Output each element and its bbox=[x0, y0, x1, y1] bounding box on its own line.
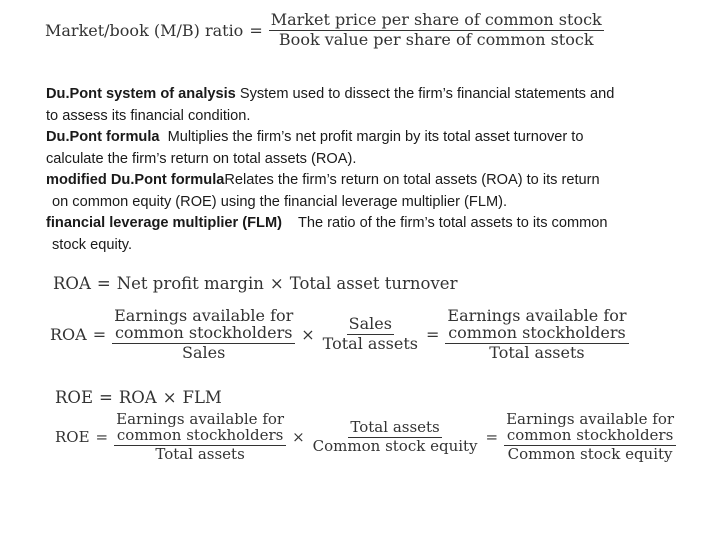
fraction-numerator: Market price per share of common stock bbox=[270, 10, 602, 29]
fraction bbox=[114, 412, 286, 462]
formula-lhs: ROA bbox=[53, 274, 91, 293]
fraction-numerator bbox=[114, 412, 286, 446]
numerator-line: Earnings available for bbox=[116, 410, 285, 428]
fraction-denominator: Book value per share of common stock bbox=[278, 29, 594, 49]
equals-sign: = bbox=[96, 274, 111, 293]
definition-term: financial leverage multiplier (FLM) bbox=[46, 215, 282, 231]
definition-text: Multiplies the firm’s net profit margin by its total asset turnover to bbox=[167, 129, 584, 145]
roe-expanded-formula bbox=[55, 412, 676, 462]
definition-term: modified Du.Pont formula bbox=[46, 172, 225, 188]
definition-text-cont: calculate the firm’s return on total assets (ROA). bbox=[46, 150, 357, 167]
definition-text: System used to dissect the firm’s financial statements and bbox=[239, 86, 615, 102]
roa-expanded-formula bbox=[50, 308, 629, 361]
numerator-line: common stockholders bbox=[506, 425, 674, 444]
fraction-denominator: Total assets bbox=[489, 342, 585, 362]
times-sign: × bbox=[292, 428, 305, 447]
fraction bbox=[321, 316, 420, 353]
equals-sign: = bbox=[99, 388, 113, 407]
definition-text: Relates the firm’s return on total assets (ROA) to its return bbox=[224, 172, 600, 188]
fraction-numerator: Sales bbox=[348, 314, 392, 334]
numerator-line: Earnings available for bbox=[506, 410, 675, 428]
fraction bbox=[269, 12, 604, 49]
times-sign: × bbox=[162, 388, 177, 407]
formula-term: Net profit margin bbox=[116, 274, 264, 293]
fraction bbox=[504, 412, 676, 462]
formula-lhs: ROE bbox=[55, 388, 93, 407]
definition-flm bbox=[46, 213, 696, 256]
numerator-line: common stockholders bbox=[116, 425, 284, 444]
formula-term: ROA bbox=[118, 388, 157, 407]
formula-lhs: ROA bbox=[50, 325, 87, 345]
numerator-line: common stockholders bbox=[114, 322, 293, 342]
formula-lhs: ROE bbox=[55, 428, 90, 447]
formula-term: Total asset turnover bbox=[289, 274, 458, 293]
numerator-line: common stockholders bbox=[448, 322, 626, 342]
definition-term: Du.Pont formula bbox=[46, 129, 160, 145]
equals-sign: = bbox=[249, 20, 263, 40]
definitions-block bbox=[46, 84, 696, 256]
fraction-denominator: Common stock equity bbox=[312, 436, 478, 455]
fraction bbox=[311, 417, 480, 455]
definition-term: Du.Pont system of analysis bbox=[46, 86, 236, 102]
equals-sign: = bbox=[425, 325, 440, 345]
definition-dupont-formula bbox=[46, 127, 696, 170]
definition-text-cont: stock equity. bbox=[52, 236, 133, 253]
formula-term: FLM bbox=[182, 388, 222, 407]
fraction bbox=[112, 308, 295, 361]
equals-sign: = bbox=[485, 428, 499, 447]
fraction-numerator bbox=[445, 308, 628, 344]
definition-text-cont: on common equity (ROE) using the financial leverage multiplier (FLM). bbox=[52, 193, 508, 210]
times-sign: × bbox=[301, 325, 315, 345]
equals-sign: = bbox=[95, 428, 109, 447]
fraction-denominator: Common stock equity bbox=[507, 444, 673, 463]
formula-lhs: Market/book (M/B) ratio bbox=[45, 20, 244, 40]
fraction-numerator bbox=[112, 308, 295, 344]
times-sign: × bbox=[269, 274, 284, 293]
definition-modified-dupont bbox=[46, 170, 696, 213]
numerator-line: Earnings available for bbox=[114, 306, 294, 325]
fraction-denominator: Total assets bbox=[322, 334, 418, 354]
definition-text-cont: to assess its financial condition. bbox=[46, 107, 251, 124]
numerator-line: Earnings available for bbox=[447, 306, 627, 325]
equals-sign: = bbox=[92, 325, 107, 345]
roe-formula bbox=[55, 388, 222, 407]
fraction-denominator: Total assets bbox=[155, 444, 245, 463]
fraction-numerator: Total assets bbox=[350, 417, 440, 436]
fraction-denominator: Sales bbox=[182, 342, 226, 362]
fraction-numerator bbox=[504, 412, 676, 446]
roa-formula bbox=[53, 274, 457, 293]
definition-dupont-system bbox=[46, 84, 696, 127]
definition-text: The ratio of the firm’s total assets to its common bbox=[297, 215, 608, 231]
market-book-ratio-formula bbox=[45, 12, 604, 49]
fraction bbox=[445, 308, 628, 361]
